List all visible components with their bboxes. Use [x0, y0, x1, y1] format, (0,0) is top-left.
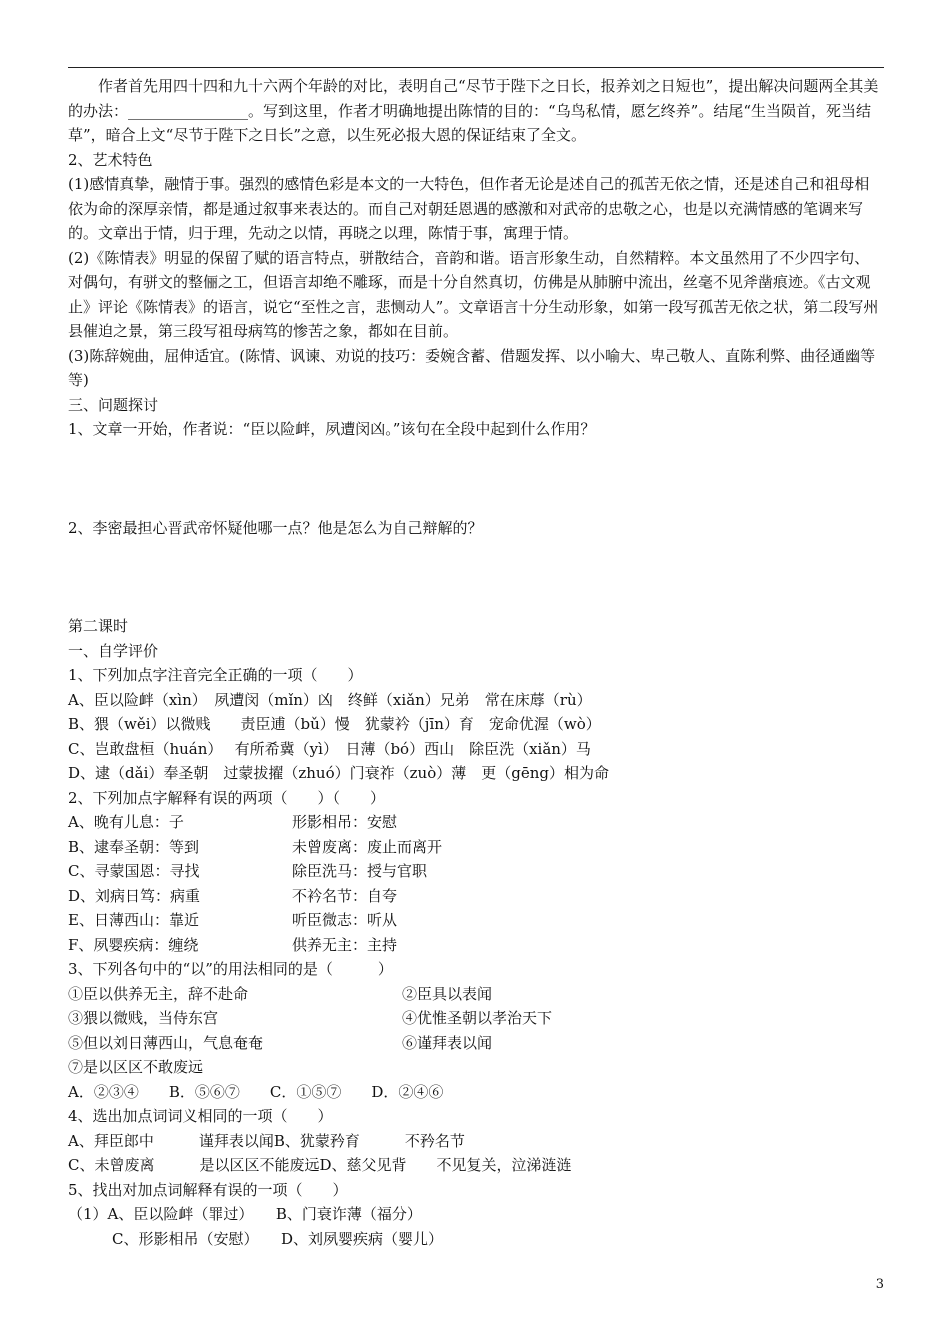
- exercise-2-row: D、刘病日笃：病重 不衿名节：自夸: [68, 886, 398, 905]
- exercise-2-row: F、夙婴疾病：缠绕 供养无主：主持: [68, 935, 398, 954]
- exercise-5-stem: 5、找出对加点词解释有误的一项（ ）: [68, 1180, 348, 1199]
- exercise-4-line-1: A、拜臣郎中 谨拜表以闻B、犹蒙矜育 不矜名节: [68, 1131, 465, 1150]
- exercise-2-row: A、晚有儿息：子 形影相吊：安慰: [68, 813, 398, 831]
- page-number: 3: [875, 1277, 884, 1292]
- question-2: 2、李密最担心晋武帝怀疑他哪一点？他是怎么为自己辩解的？: [68, 518, 483, 537]
- question-1: 1、文章一开始，作者说：“臣以险衅，夙遭闵凶。”该句在全段中起到什么作用？: [68, 420, 596, 438]
- header-rule: [68, 67, 884, 68]
- section-heading-discuss: 三、问题探讨: [68, 395, 159, 414]
- section-heading-selfeval: 一、自学评价: [68, 641, 159, 660]
- exercise-2-row: E、日薄西山：靠近 听臣微志：听从: [68, 911, 398, 929]
- exercise-4-line-2: C、未曾废离 是以区区不能废远D、慈父见背 不见复关，泣涕涟涟: [68, 1156, 572, 1174]
- exercise-3-row: ③猥以微贱，当侍东宫 ④优惟圣朝以孝治天下: [68, 1009, 553, 1027]
- exercise-3-last-item: ⑦是以区区不敢废远: [68, 1058, 204, 1076]
- exercise-3-row: ⑤但以刘日薄西山，气息奄奄 ⑥谨拜表以闻: [68, 1033, 493, 1052]
- summary-paragraph: 作者首先用四十四和九十六两个年龄的对比，表明自己“尽节于陛下之日长，报养刘之日短也”，提出解决问题两全其美的办法：________________。写到这里，作者才明确地提出陈情的目的：“乌鸟私情，愿乞终养”。结尾“生当陨首，死当结草”，暗合上文“尽节于陛下之日长”之意，以生死必报大恩的保证结束了全文。: [68, 77, 879, 144]
- exercise-2-row: B、逮奉圣朝：等到 未曾废离：废止而离开: [68, 837, 443, 856]
- exercise-3-row: ①臣以供养无主，辞不赴命 ②臣具以表闻: [68, 984, 493, 1003]
- section-heading-art: 2、艺术特色: [68, 150, 153, 169]
- answer-space-2: [68, 540, 884, 614]
- document-body: [68, 74, 884, 1251]
- exercise-5-line-1: （1）A、臣以险衅（罪过） B、门衰诈薄（福分）: [68, 1205, 422, 1223]
- exercise-1-option-d: D、逮（dǎi）奉圣朝 过蒙拔擢（zhuó）门衰祚（zuò）薄 更（gēng）相为命: [68, 764, 609, 782]
- lesson-heading: 第二课时: [68, 617, 129, 635]
- exercise-1-option-b: B、猥（wěi）以微贱 责臣逋（bǔ）慢 犹蒙衿（jīn）育 宠命优渥（wò）: [68, 715, 601, 733]
- answer-space-1: [68, 442, 884, 516]
- exercise-1-option-a: A、臣以险衅（xìn） 夙遭闵（mǐn）凶 终鲜（xiǎn）兄弟 常在床蓐（rù）: [68, 690, 592, 709]
- exercise-3-options: A．②③④ B．⑤⑥⑦ C．①⑤⑦ D．②④⑥: [68, 1082, 444, 1101]
- exercise-1-stem: 1、下列加点字注音完全正确的一项（ ）: [68, 666, 363, 684]
- exercise-5-line-2: C、形影相吊（安慰） D、刘夙婴疾病（婴儿）: [112, 1229, 444, 1248]
- art-feature-2: (2)《陈情表》明显的保留了赋的语言特点，骈散结合，音韵和谐。语言形象生动，自然精粹。本文虽然用了不少四字句、对偶句，有骈文的整俪之工，但语言却绝不雕琢，而是十分自然真切，仿佛是从肺腑中流出，丝毫不见斧凿痕迹。《古文观止》评论《陈情表》的语言，说它“至性之言，悲恻动人”。文章语言十分生动形象，如第一段写孤苦无依之状，第二段写州县催迫之景，第三段写祖母病笃的惨苦之象，都如在目前。: [68, 248, 879, 340]
- exercise-4-stem: 4、选出加点词词义相同的一项（ ）: [68, 1107, 333, 1125]
- art-feature-3: (3)陈辞婉曲，屈伸适宜。(陈情、讽谏、劝说的技巧：委婉含蓄、借题发挥、以小喻大、卑己敬人、直陈利弊、曲径通幽等等): [68, 346, 876, 389]
- exercise-1-option-c: C、岂敢盘桓（huán） 有所希冀（yì） 日薄（bó）西山 除臣洗（xiǎn）马: [68, 739, 591, 758]
- exercise-2-stem: 2、下列加点字解释有误的两项（ ）（ ）: [68, 788, 386, 807]
- exercise-3-stem: 3、下列各句中的“以”的用法相同的是（ ）: [68, 960, 393, 978]
- art-feature-1: (1)感情真挚，融情于事。强烈的感情色彩是本文的一大特色，但作者无论是述自己的孤苦无依之情，还是述自己和祖母相依为命的深厚亲情，都是通过叙事来表达的。而自己对朝廷恩遇的感激和对武帝的忠敬之心，也是以充满情感的笔调来写的。文章出于情，归于理，先动之以情，再晓之以理，陈情于事，寓理于情。: [68, 175, 870, 242]
- exercise-2-row: C、寻蒙国恩：寻找 除臣洗马：授与官职: [68, 862, 428, 880]
